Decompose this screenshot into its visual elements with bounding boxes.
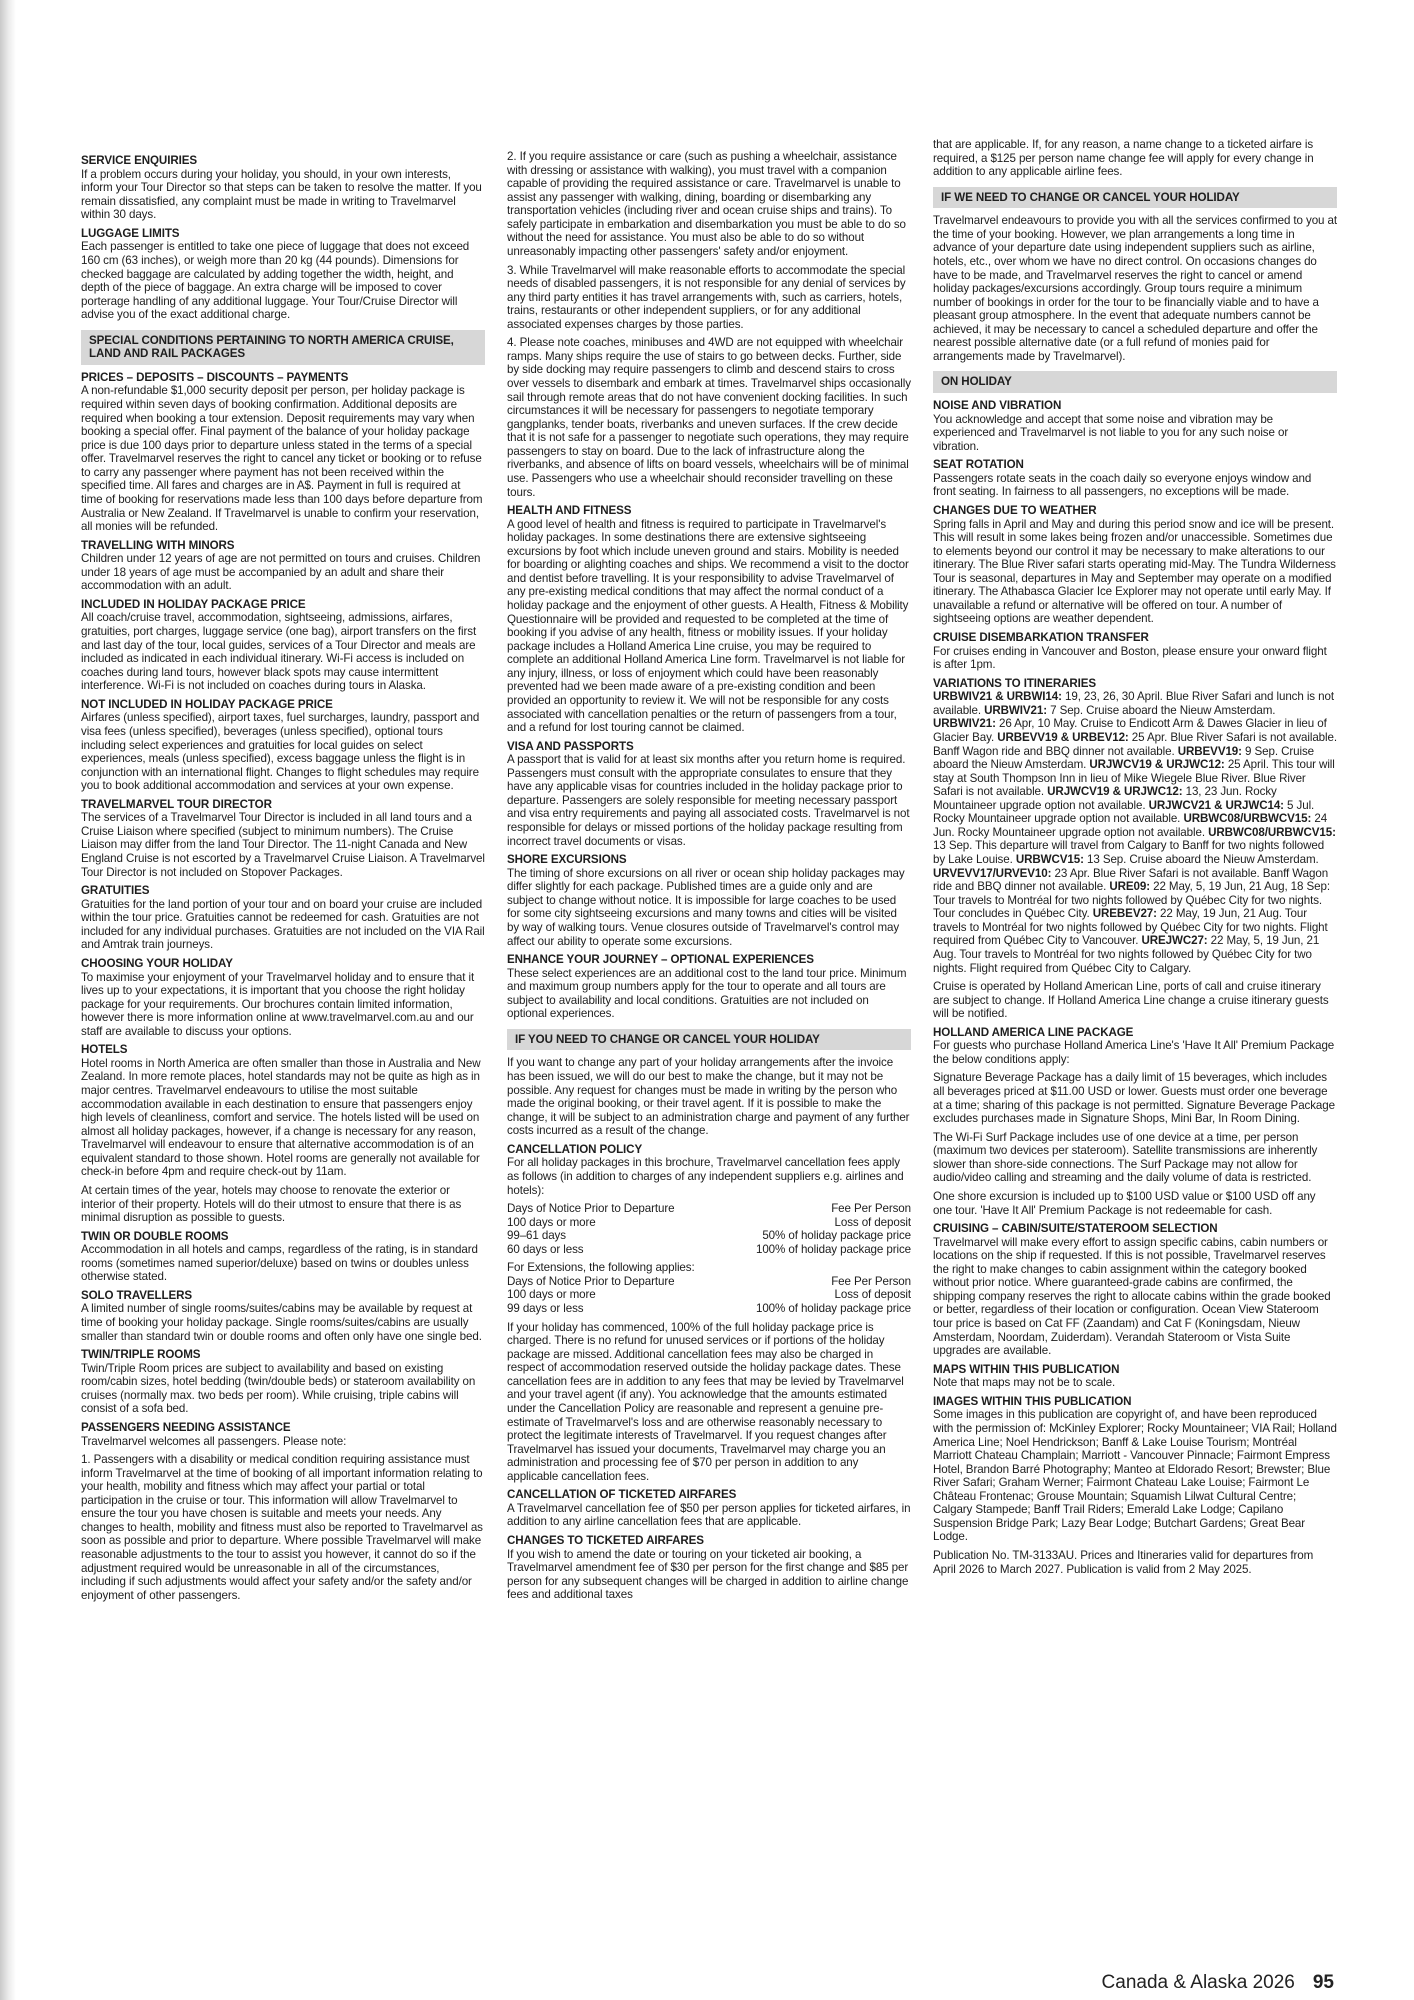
section-heading: HOTELS (81, 1043, 128, 1057)
tour-code: URVEVV17/URVEV10: (933, 866, 1052, 880)
section-heading: TWIN OR DOUBLE ROOMS (81, 1229, 229, 1243)
paragraph: A non-refundable $1,000 security deposit per person, per holiday package is required within seven days of booking confirmation. Additional deposits are required when booking a tour extension. Deposit requirements may vary when booking a special offer. Final payment of the balance of your holiday package price is due 100 days prior to departure unless stated in the terms of a special offer. Travelmarvel reserves the right to cancel any ticket or booking or to refuse to carry any passenger where payment has not been received within the specified time. All fares and charges are in A$. Payment in full is required at time of booking for reservations made less than 100 days before departure from Australia or New Zealand. If Travelmarvel is unable to confirm your reservation, all monies will be refunded. (81, 384, 483, 534)
variation-detail: 7 Sep. Cruise aboard the Nieuw Amsterdam. (1046, 703, 1276, 717)
variation-detail: 24 Jun. Rocky Mountaineer upgrade option not available. (933, 812, 1328, 839)
section-heading: MAPS WITHIN THIS PUBLICATION (933, 1362, 1120, 1376)
paragraph: These select experiences are an additional cost to the land tour price. Minimum and maximum group numbers apply for the tour to operate and all tours are subject to availability and local conditions. Gratuities are not included on optional experiences. (507, 966, 907, 1021)
fee-notice-period: 99–61 days (507, 1229, 566, 1243)
paragraph: 3. While Travelmarvel will make reasonable efforts to accommodate the special needs of disabled passengers, it is not responsible for any denial of services by any third party entities it has travel arrangements with, such as carriers, hotels, trains, restaurants or other independent suppliers, or for any additional associated expenses charges by those parties. (507, 263, 906, 331)
tour-code: URBWIV21: (933, 717, 996, 731)
section-heading: CHANGES TO TICKETED AIRFARES (507, 1534, 704, 1547)
paragraph: The Wi-Fi Surf Package includes use of one device at a time, per person (maximum two devices per stateroom). Satellite transmissions are inherently slower than shore-side connections. The Surf Package may not allow for audio/video calling and streaming and the daily volume of data is restricted. (933, 1130, 1318, 1185)
fee-amount: 50% of holiday package price (762, 1229, 911, 1243)
paragraph: All coach/cruise travel, accommodation, sightseeing, admissions, airfares, gratuities, port charges, luggage service (one bag), airport transfers on the first and last day of the tour, local guides, services of a Tour Director and meals are included as indicated in each individual itinerary. Wi-Fi access is included on coaches during land tours, however black spots may cause intermittent interference. Wi-Fi is not included on coaches during tours in Alaska. (81, 611, 477, 693)
tour-code: URBWIV21 & URBWI14: (933, 690, 1062, 704)
tour-code: URBEVV19: (1177, 744, 1242, 758)
fee-amount: Fee Per Person (831, 1274, 911, 1288)
tour-code: URJWCV21 & URJWC14: (1148, 798, 1284, 812)
section-banner: SPECIAL CONDITIONS PERTAINING TO NORTH AMERICA CRUISE, LAND AND RAIL PACKAGES (81, 330, 485, 365)
paragraph: For all holiday packages in this brochure, Travelmarvel cancellation fees apply as follows (in addition to charges of any independent suppliers e.g. airlines and hotels): (507, 1156, 904, 1197)
fee-notice-period: 99 days or less (507, 1302, 584, 1315)
section-heading: SEAT ROTATION (933, 458, 1024, 472)
section-heading: CRUISING – CABIN/SUITE/STATEROOM SELECTION (933, 1222, 1218, 1236)
paragraph: Publication No. TM-3133AU. Prices and Itineraries valid for departures from April 2026 to March 2027. Publication is valid from 2 May 2025. (933, 1549, 1314, 1576)
tour-code: URBWCV15: (1015, 853, 1084, 866)
paragraph: The services of a Travelmarvel Tour Director is included in all land tours and a Cruise Liaison where specified (subject to minimum numbers). The Cruise Liaison may differ from the land Tour Director. The 11-night Canada and New England Cruise is not escorted by a Travelmarvel Cruise Liaison. A Travelmarvel Tour Director is not included on Stopover Packages. (81, 811, 485, 879)
fee-notice-period: 100 days or more (507, 1215, 596, 1229)
fee-notice-period: 100 days or more (507, 1288, 596, 1302)
paragraph: You acknowledge and accept that some noise and vibration may be experienced and Travelmarvel is not liable to you for any such noise or vibration. (933, 412, 1289, 453)
fee-amount: Loss of deposit (834, 1288, 911, 1302)
tour-code: URBWC08/URBWCV15: (1208, 825, 1336, 839)
tour-code: URBWC08/URBWCV15: (1183, 812, 1312, 826)
section-heading: CANCELLATION POLICY (507, 1142, 643, 1156)
paragraph: A Travelmarvel cancellation fee of $50 per person applies for ticketed airfares, in addition to any airline cancellation fees that are applicable. (507, 1501, 911, 1529)
paragraph: Travelmarvel welcomes all passengers. Please note: (81, 1434, 347, 1448)
section-heading: SHORE EXCURSIONS (507, 853, 627, 867)
fee-table-row (507, 1275, 911, 1289)
paragraph: A limited number of single rooms/suites/cabins may be available by request at time of booking your holiday package. Single rooms/suites/cabins are usually smaller than standard twin or double rooms and often only have one single bed. (81, 1302, 482, 1343)
variation-detail: 26 Apr, 10 May. Cruise to Endicott Arm & Dawes Glacier in lieu of Glacier Bay. (933, 717, 1327, 744)
paragraph: Some images in this publication are copyright of, and have been reproduced with the permission of: McKinley Explorer; Rocky Mountaineer; VIA Rail; Holland America Line; Noel Hendrickson; Banff & Lake Louise Tourism; Montréal Marriott Chateau Champlain; Marriott - Vancouver Pinnacle; Fairmont Empress Hotel, Brandon Barré Photography; Manteo at Eldorado Resort; Brewster; Blue River Safari; Graham Werner; Fairmont Chateau Lake Louise; Fairmont Le Château Frontenac; Grouse Mountain; Squamish Lilwat Cultural Centre; Calgary Stampede; Banff Trail Riders; Emerald Lake Lodge; Capilano Suspension Bridge Park; Lazy Bear Lodge; Butchart Gardens; Great Bear Lodge. (933, 1408, 1337, 1544)
section-heading: NOT INCLUDED IN HOLIDAY PACKAGE PRICE (81, 697, 333, 711)
section-heading: TRAVELLING WITH MINORS (81, 538, 235, 552)
tour-code: URJWCV19 & URJWC12: (1089, 758, 1225, 772)
tour-code: URE09: (1109, 880, 1150, 894)
paragraph: If a problem occurs during your holiday, you should, in your own interests, inform your Tour Director so that steps can be taken to resolve the matter. If you remain dissatisfied, any complaint must be made in writing to Travelmarvel within 30 days. (81, 167, 482, 222)
paragraph: At certain times of the year, hotels may choose to renovate the exterior or interior of their property. Hotels will do their utmost to ensure that there is as minimal disruption as possible to guests. (81, 1183, 462, 1225)
paragraph: Accommodation in all hotels and camps, regardless of the rating, is in standard rooms (sometimes named superior/deluxe) based on twins or doubles unless otherwise stated. (81, 1243, 478, 1284)
tour-code: UREBEV27: (1092, 907, 1157, 921)
section-banner: IF YOU NEED TO CHANGE OR CANCEL YOUR HOLIDAY (507, 1029, 911, 1051)
paragraph: The timing of shore excursions on all river or ocean ship holiday packages may differ slightly for each package. Published times are a guide only and are subject to change without notice. It is impossible for large coaches to be used for some city sightseeing excursions and many towns and cities will be visited by way of walking tours. Venue closures outside of Travelmarvel's control may affect our ability to operate some excursions. (507, 866, 905, 948)
paragraph: Passengers rotate seats in the coach daily so everyone enjoys window and front seating. In fairness to all passengers, no exceptions will be made. (933, 471, 1312, 499)
paragraph: If you want to change any part of your holiday arrangements after the invoice has been issued, we will do our best to make the change, but it may not be possible. Any request for changes must be made in writing by the person who made the original booking, or their travel agent. If it is possible to make the change, it will be subject to an administration charge and payment of any further costs incurred as a result of the change. (507, 1056, 910, 1138)
tour-code: UREJWC27: (1141, 934, 1208, 948)
paragraph: Airfares (unless specified), airport taxes, fuel surcharges, laundry, passport and visa fees (unless specified), beverages (unless specified), optional tours including select experiences and gratuities for local guides on select experiences, meals (unless specified), excess baggage unless the flight is in conjunction with an international flight. Changes to flight schedules may require you to book additional accommodation and services at your own expense. (81, 711, 480, 793)
fee-table-row (507, 1216, 911, 1230)
variation-detail: 13 Sep. Cruise aboard the Nieuw Amsterdam. (1083, 853, 1319, 866)
section-banner: IF WE NEED TO CHANGE OR CANCEL YOUR HOLIDAY (933, 187, 1337, 209)
page-number: 95 (1312, 1972, 1334, 1993)
paragraph: Signature Beverage Package has a daily limit of 15 beverages, which includes all beverages priced at $11.00 USD or lower. Guests must order one beverage at a time; sharing of this package is not permitted. Signature Beverage Package excludes purchases made in Signature Shops, Mini Bar, In Room Dining. (933, 1071, 1335, 1126)
section-banner: ON HOLIDAY (933, 371, 1337, 393)
section-heading: PRICES – DEPOSITS – DISCOUNTS – PAYMENTS (81, 370, 349, 384)
fee-notice-period: Days of Notice Prior to Departure (507, 1202, 675, 1216)
paragraph: Twin/Triple Room prices are subject to availability and based on existing room/cabin sizes, hotel bedding (twin/double beds) or stateroom availability on cruises (normally max. two beds per room). While cruising, triple cabins will consist of a sofa bed. (81, 1361, 476, 1416)
section-heading: HOLLAND AMERICA LINE PACKAGE (933, 1025, 1134, 1039)
variation-detail: 5 Jul. Rocky Mountaineer upgrade option not available. (933, 798, 1315, 826)
paragraph: For cruises ending in Vancouver and Boston, please ensure your onward flight is after 1pm. (933, 644, 1327, 672)
paragraph: 4. Please note coaches, minibuses and 4WD are not equipped with wheelchair ramps. Many ships require the use of stairs to go between decks. Further, side by side docking may require passengers to climb and descend stairs to cross over vessels to disembark and embark at times. Travelmarvel ships occasionally sail through remote areas that do not have convenient docking facilities. In such circumstances it will be necessary for passengers to negotiate temporary gangplanks, tender boats, riverbanks and uneven surfaces. If the crew decide that it is not safe for a passenger to negotiate such operations, they may require passengers to stay on board. Due to the lack of infrastructure along the riverbanks, and absence of lifts on board vessels, wheelchairs will be of minimal use. Passengers who use a wheelchair should reconsider travelling on these tours. (507, 336, 911, 499)
itinerary-variations-text (933, 690, 1337, 975)
variation-detail: 13 Sep. This departure will travel from Calgary to Banff for two nights followed by Lake Louise. (933, 839, 1325, 866)
section-heading: CANCELLATION OF TICKETED AIRFARES (507, 1488, 737, 1502)
terms-column-1 (81, 150, 485, 1880)
paragraph: One shore excursion is included up to $100 USD value or $100 USD off any one tour. 'Have It All' Premium Package is not redeemable for cash. (933, 1189, 1316, 1217)
paragraph: Cruise is operated by Holland American Line, ports of call and cruise itinerary are subject to change. If Holland America Line change a cruise itinerary guests will be notified. (933, 980, 1329, 1021)
paragraph: For guests who purchase Holland America Line's 'Have It All' Premium Package the below conditions apply: (933, 1039, 1335, 1066)
fee-table-row (507, 1302, 911, 1316)
section-heading: HEALTH AND FITNESS (507, 504, 632, 518)
paragraph: If your holiday has commenced, 100% of the full holiday package price is charged. There is no refund for unused services or if portions of the holiday package are missed. Additional cancellation fees may also be charged in respect of accommodation reserved outside the holiday package dates. These cancellation fees are in addition to any fees that may be levied by Travelmarvel and your travel agent (if any). You acknowledge that the amounts estimated under the Cancellation Policy are reasonable and represent a genuine pre-estimate of Travelmarvel's loss and are otherwise reasonably necessary to protect the legitimate interests of Travelmarvel. If you request changes after Travelmarvel has issued your documents, Travelmarvel may charge you an administration and processing fee of $70 per person in addition to any applicable cancellation fees. (507, 1320, 904, 1483)
section-heading: NOISE AND VIBRATION (933, 399, 1062, 412)
variation-detail: 25 April. This tour will stay at South Thompson Inn in lieu of Mike Wiegele Blue River. Blue River Safari is not available. (933, 758, 1335, 799)
section-heading: CRUISE DISEMBARKATION TRANSFER (933, 631, 1149, 644)
fee-table-row (507, 1243, 911, 1257)
tour-code: URBWIV21: (984, 703, 1047, 717)
tour-code: URBEVV19 & URBEV12: (997, 730, 1129, 744)
variation-detail: 9 Sep. Cruise aboard the Nieuw Amsterdam. (933, 744, 1314, 772)
fee-table-row (507, 1202, 911, 1216)
fee-table-row (507, 1288, 911, 1302)
section-heading: SERVICE ENQUIRIES (81, 154, 197, 167)
paragraph: Travelmarvel will make every effort to assign specific cabins, cabin numbers or locations on the ship if requested. If this is not possible, Travelmarvel reserves the right to make changes to cabin assignment within the category booked without prior notice. Where guaranteed-grade cabins are confirmed, the shipping company reserves the right to allocate cabins within the grade booked or better, regardless of their location or configuration. Ocean View Stateroom tour price is based on Cat FF (Zaandam) and Cat F (Koningsdam, Nieuw Amsterdam, Noordam, Zuiderdam). Verandah Stateroom or Vista Suite upgrades are available. (933, 1235, 1331, 1358)
paragraph: Spring falls in April and May and during this period snow and ice will be present. This will result in some lakes being frozen and/or unaccessible. Sometimes due to elements beyond our control it may be necessary to make alterations to our itinerary. The Blue River safari starts operating mid-May. The Tundra Wilderness Tour is seasonal, departures in May and September may operate on a modified itinerary. The Athabasca Glacier Ice Explorer may not operate until early May. If unavailable a refund or alternative will be offered on tour. A number of sightseeing options are weather dependent. (933, 517, 1336, 626)
fee-amount: 100% of holiday package price (755, 1242, 911, 1256)
terms-column-3 (933, 138, 1337, 1928)
section-heading: IMAGES WITHIN THIS PUBLICATION (933, 1394, 1132, 1408)
terms-column-2 (507, 150, 911, 1922)
fee-amount: 100% of holiday package price (755, 1302, 911, 1315)
section-heading: INCLUDED IN HOLIDAY PACKAGE PRICE (81, 597, 306, 611)
brochure-title: Canada & Alaska 2026 (1101, 1972, 1295, 1993)
paragraph: To maximise your enjoyment of your Travelmarvel holiday and to ensure that it lives up to your expectations, it is important that you choose the right holiday package for your requirements. Our brochures contain limited information, however there is more information online at www.travelmarvel.com.au and our staff are available to discuss your options. (81, 970, 475, 1038)
page-binding-edge (0, 0, 16, 2000)
paragraph: Travelmarvel endeavours to provide you with all the services confirmed to you at the time of your booking. However, we plan arrangements a long time in advance of your departure date using independent suppliers such as airline, hotels, etc., over whom we have no direct control. On occasions changes do have to be made, and Travelmarvel reserves the right to cancel or amend holiday packages/excursions accordingly. Group tours require a minimum number of bookings in order for the tour to be financially viable and to have a pleasant group atmosphere. In the event that adequate numbers cannot be achieved, it may be necessary to cancel a scheduled departure and offer the nearest possible alternative date (or a full refund of monies paid for arrangements made by Travelmarvel). (933, 214, 1337, 363)
paragraph: For Extensions, the following applies: (507, 1261, 695, 1275)
variation-detail: 22 May, 5, 19 Jun, 21 Aug, 18 Sep: Tour travels to Montréal for two nights followed by Québec City for two nights. Tour concludes in Québec City. (933, 880, 1330, 921)
paragraph: 1. Passengers with a disability or medical condition requiring assistance must inform Travelmarvel at the time of booking of all important information relating to your health, mobility and fitness which may affect your partial or total participation in the cruise or tour. This information will allow Travelmarvel to ensure the tour you have chosen is suitable and meets your needs. Any changes to health, mobility and fitness must also be reported to Travelmarvel as soon as possible and prior to departure. Where possible Travelmarvel will make reasonable adjustments to the tour to assist you however, it cannot do so if the adjustment required would be unreasonable in all of the circumstances, including if such adjustments would affect your safety and/or the safety and/or enjoyment of other passengers. (81, 1453, 483, 1602)
fee-notice-period: Days of Notice Prior to Departure (507, 1274, 675, 1288)
paragraph: Gratuities for the land portion of your tour and on board your cruise are included within the tour price. Gratuities cannot be redeemed for cash. Gratuities are not included for any individual purchases. Gratuities are not included on the VIA Rail and Amtrak train journeys. (81, 897, 485, 952)
paragraph: A passport that is valid for at least six months after you return home is required. Passengers must consult with the appropriate consulates to ensure that they have any applicable visas for countries included in the holiday package prior to departure. Passengers are solely responsible for meeting necessary passport and visa entry requirements and paying all associated costs. Travelmarvel is not responsible for delays or missed portions of the holiday package resulting from incorrect travel documents or visas. (507, 753, 910, 848)
paragraph: Hotel rooms in North America are often smaller than those in Australia and New Zealand. In more remote places, hotel standards may not be quite as high as in major centres. Travelmarvel endeavours to utilise the most suitable accommodation available in each destination to ensure that passengers enjoy high levels of cleanliness, comfort and service. The hotels listed will be used on almost all holiday packages, however, if a change is necessary for any reason, Travelmarvel will endeavour to ensure that alternative accommodation is of an equivalent standard to those shown. Hotel rooms are generally not available for check-in before 4pm and require check-out by 11am. (81, 1056, 481, 1179)
paragraph: If you wish to amend the date or touring on your ticketed air booking, a Travelmarvel amendment fee of $30 per person for the first change and $85 per person for any subsequent changes will be charged in addition to airline change fees and additional taxes (507, 1547, 909, 1602)
section-heading: CHOOSING YOUR HOLIDAY (81, 956, 233, 970)
section-heading: TWIN/TRIPLE ROOMS (81, 1348, 201, 1362)
variation-detail: 25 Apr. Blue River Safari is not available. Banff Wagon ride and BBQ dinner not available. (933, 730, 1337, 758)
section-heading: ENHANCE YOUR JOURNEY – OPTIONAL EXPERIENCES (507, 953, 814, 967)
tour-code: URJWCV19 & URJWC12: (1047, 785, 1183, 799)
section-heading: SOLO TRAVELLERS (81, 1288, 193, 1302)
paragraph: Note that maps may not be to scale. (933, 1376, 1116, 1390)
variation-detail: 13, 23 Jun. Rocky Mountaineer upgrade option not available. (933, 785, 1277, 812)
section-heading: VISA AND PASSPORTS (507, 739, 634, 753)
section-heading: PASSENGERS NEEDING ASSISTANCE (81, 1420, 291, 1434)
section-heading: GRATUITIES (81, 884, 150, 898)
paragraph: A good level of health and fitness is required to participate in Travelmarvel's holiday packages. In some destinations there are extensive sightseeing excursions by foot which include uneven ground and stairs. Mobility is needed for boarding or alighting coaches and ships. We recommend a visit to the doctor and dentist before travelling. It is your responsibility to advise Travelmarvel of any pre-existing medical conditions that may affect the normal conduct of a holiday package and the enjoyment of other guests. A Health, Fitness & Mobility Questionnaire will be provided and requested to be completed at the time of booking if you advise of any health, fitness or mobility issues. If your holiday package includes a Holland America Line cruise, you may be required to complete an additional Holland America Line form. Travelmarvel is not liable for any injury, illness, or loss of enjoyment which could have been reasonably prevented had we been made aware of a pre-existing condition and been provided an opportunity to review it. We will not be responsible for any costs associated with cancellation penalties or the return of passengers from a tour, and a refund for lost touring cannot be claimed. (507, 517, 909, 735)
section-heading: TRAVELMARVEL TOUR DIRECTOR (81, 797, 272, 811)
section-heading: VARIATIONS TO ITINERARIES (933, 676, 1097, 690)
fee-amount: Fee Per Person (831, 1202, 911, 1216)
paragraph: Children under 12 years of age are not permitted on tours and cruises. Children under 18 years of age must be accompanied by an adult and share their accommodation with an adult. (81, 552, 481, 593)
section-heading: CHANGES DUE TO WEATHER (933, 503, 1097, 517)
variation-detail: 23 Apr. Blue River Safari is not available. Banff Wagon ride and BBQ dinner not available. (933, 866, 1329, 894)
fee-amount: Loss of deposit (834, 1215, 911, 1229)
fee-notice-period: 60 days or less (507, 1242, 584, 1256)
variation-detail: 19, 23, 26, 30 April. Blue River Safari and lunch is not available. (933, 690, 1334, 717)
variation-detail: 22 May, 19 Jun, 21 Aug. Tour travels to Montréal for two nights followed by Québec City for two nights. Flight required from Québec City to Vancouver. (933, 907, 1328, 948)
paragraph: Each passenger is entitled to take one piece of luggage that does not exceed 160 cm (63 inches), or weigh more than 20 kg (44 pounds). Dimensions for checked baggage are calculated by adding together the width, height, and depth of the piece of baggage. An extra charge will be imposed to cover porterage handling of any additional luggage. Your Tour/Cruise Director will advise you of the exact additional charge. (81, 240, 470, 322)
fee-table-row (507, 1229, 911, 1243)
paragraph: 2. If you require assistance or care (such as pushing a wheelchair, assistance with dressing or assistance with walking), you must travel with a companion capable of providing the required assistance or care. Travelmarvel is unable to assist any passenger with walking, dining, boarding or disembarking any transportation vehicles (including river and ocean cruise ships and trains). To safely participate in embarkation and disembarkation you must be able to do so without the need for assistance. You must also be able to do so without unreasonably impacting other passengers' safety and/or enjoyment. (507, 150, 906, 258)
paragraph: that are applicable. If, for any reason, a name change to a ticketed airfare is required, a $125 per person name change fee will apply for every change in addition to any applicable airline fees. (933, 138, 1314, 179)
page-footer (1102, 1972, 1334, 1994)
variation-detail: 22 May, 5, 19 Jun, 21 Aug. Tour travels to Montréal for two nights followed by Québec City for two nights. Flight required from Québec City to Calgary. (933, 934, 1320, 975)
section-heading: LUGGAGE LIMITS (81, 226, 180, 240)
